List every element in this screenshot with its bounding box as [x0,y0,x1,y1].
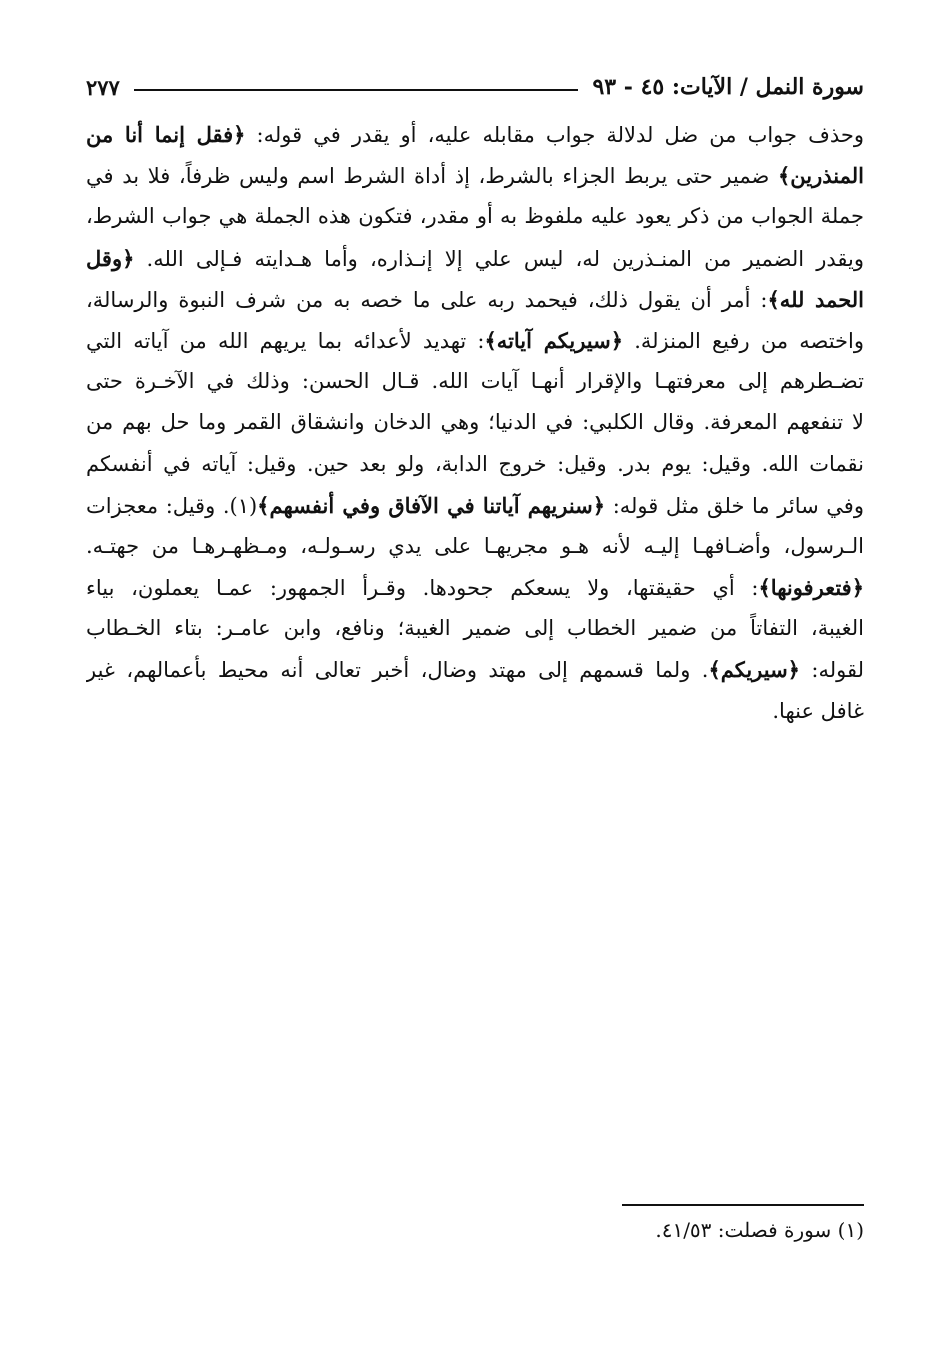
text-line [86,402,864,443]
text-segment: وفي سائر ما خلق مثل قوله: [605,493,864,518]
text-segment: ويقدر الضمير من المنـذرين له، ليس علي إلا إنـذاره، وأما هـدايته فـإلى الله. [134,246,864,271]
text-segment: وحذف جواب من ضل لدلالة جواب مقابله عليه، أو يقدر في قوله: [245,123,864,147]
text-segment: (١). وقيل: معجزات [86,493,258,518]
body-text [86,114,864,732]
text-line [86,526,864,567]
text-line [86,608,864,649]
text-line [86,444,864,485]
text-line [86,361,864,402]
quran-quote: الحمد لله﴾ [767,286,864,312]
page-number: ٢٧٧ [86,74,120,100]
footnote-separator [622,1204,864,1206]
quran-quote: ﴿سيريكم﴾ [708,657,800,683]
quran-quote: ﴿سيريكم آياته﴾ [484,327,624,353]
text-segment: نقمات الله. وقيل: يوم بدر. وقيل: خروج الدابة، ولو بعد حين. وقيل: آياته في أنفسكم [86,451,864,476]
quran-quote: ﴿وقل [86,245,135,271]
quran-quote: المنذرين﴾ [777,163,864,189]
text-segment: لقوله: [799,658,864,683]
text-line [86,238,864,279]
text-segment: غافل عنها. [772,698,864,723]
quran-quote: ﴿فتعرفونها﴾ [758,575,864,601]
text-segment: : أمر أن يقول ذلك، فيحمد ربه على ما خصه به من شرف النبوة والرسالة، [86,287,768,312]
text-segment: واختصه من رفيع المنزلة. [623,328,864,353]
text-segment: لا تنفعهم المعرفة. وقال الكلبي: في الدنيا؛ وهي الدخان وانشقاق القمر وما حل بهم من [86,410,864,435]
header-title: سورة النمل / الآيات: ٤٥ - ٩٣ [592,74,864,100]
text-line [86,320,864,361]
text-segment: : تهديد لأعدائه بما يريهم الله من آياته التي [86,328,485,353]
quran-quote: ﴿فقل إنما أنا من [86,122,246,147]
text-line [86,691,864,732]
text-segment: جملة الجواب من ذكر يعود عليه ملفوظ به أو مقدر، فتكون هذه الجملة هي جواب الشرط، [86,204,864,229]
running-header [86,70,864,104]
text-line [86,279,864,320]
text-line [86,114,864,155]
text-line [86,196,864,237]
text-line [86,485,864,526]
quran-quote: ﴿سنريهم آياتنا في الآفاق وفي أنفسهم﴾ [257,492,606,518]
text-segment: : أي حقيقتها، ولا يسعكم جحودها. وقـرأ الجمهور: عمـا يعملون، بياء [86,576,759,601]
text-segment: الـرسول، وأضـافهـا إليـه لأنه هـو مجريهـا على يدي رسـولـه، ومـظهـرهـا من جهتـه. [86,533,864,558]
text-segment: تضـطرهم إلى معرفتهـا والإقرار أنهـا آيات الله. قـال الحسن: وذلك في الآخـرة حتى [86,369,864,394]
header-rule [134,89,579,91]
text-line [86,567,864,608]
text-line [86,155,864,196]
footnote: (١) سورة فصلت: ٤١/٥٣. [655,1218,864,1242]
text-segment: الغيبة، التفاتاً من ضمير الخطاب إلى ضمير الغيبة؛ ونافع، وابن عامـر: بتاء الخـطاب [86,616,864,641]
text-segment: . ولما قسمهم إلى مهتد وضال، أخبر تعالى أنه محيط بأعمالهم، غير [86,658,709,683]
text-segment: ضمير حتى يربط الجزاء بالشرط، إذ أداة الشرط اسم وليس ظرفاً، فلا بد في [86,164,778,189]
text-line [86,649,864,690]
